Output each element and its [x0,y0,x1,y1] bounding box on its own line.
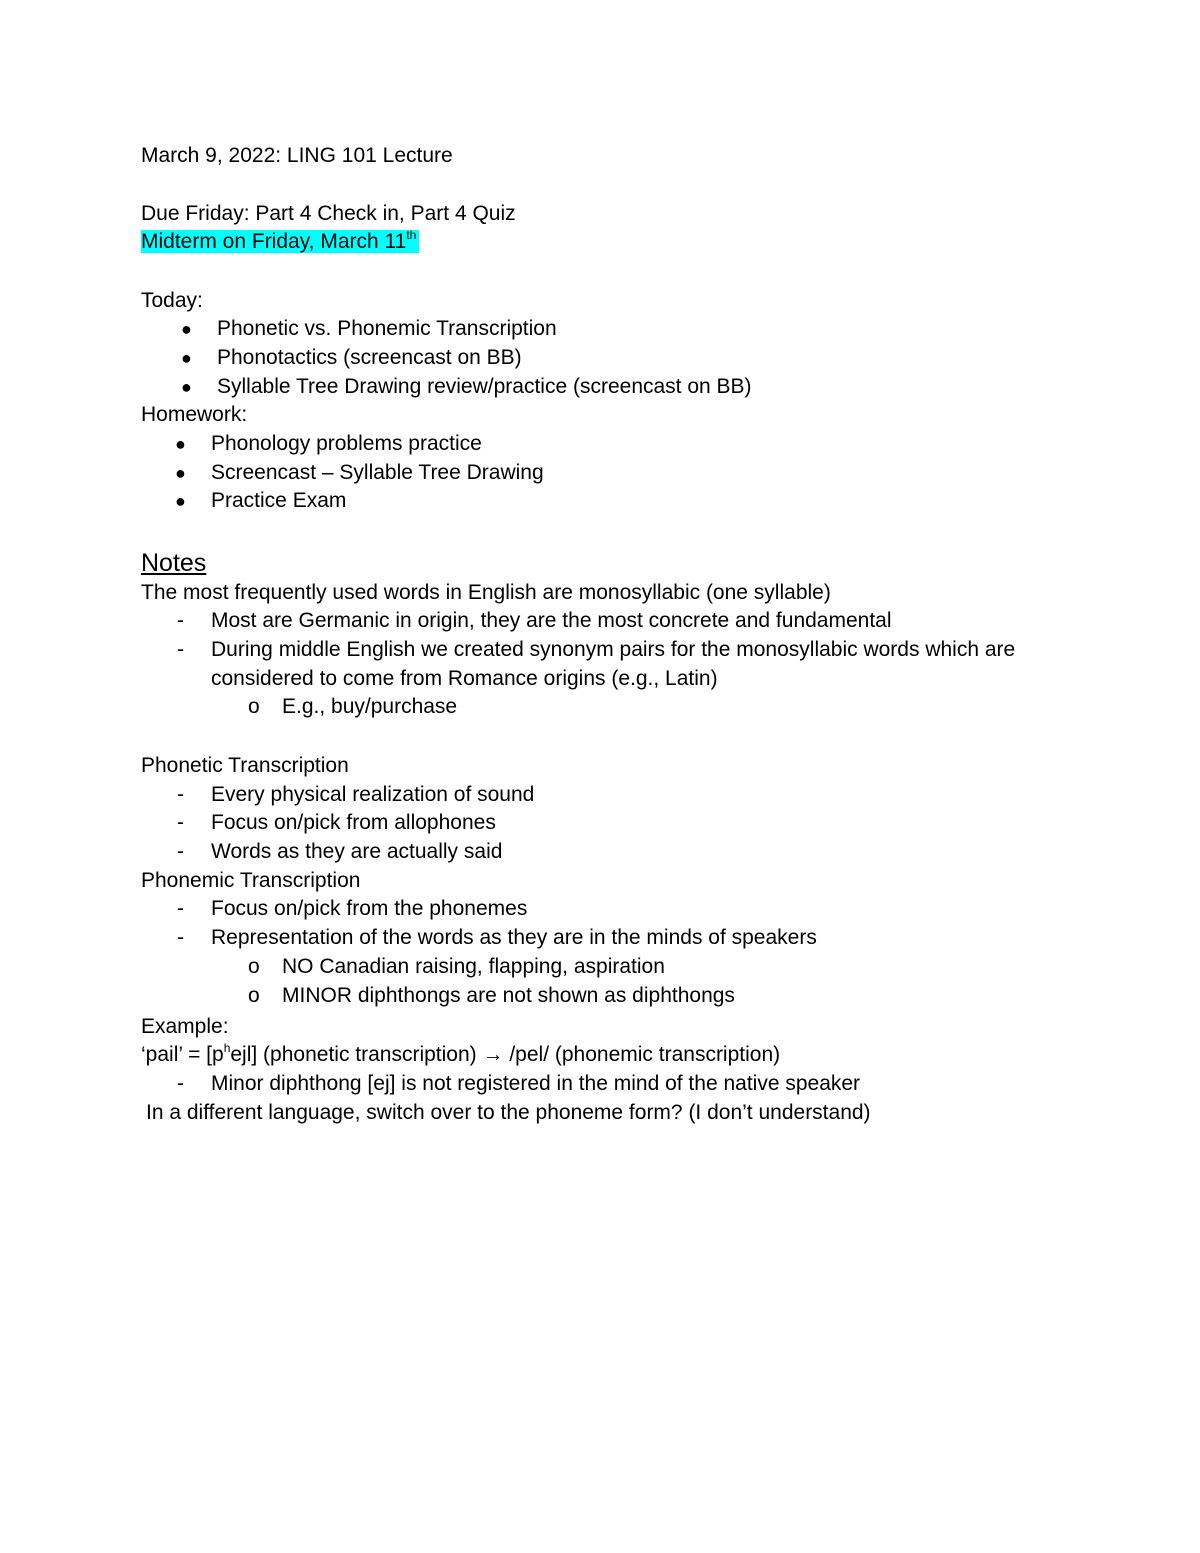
dash-icon: - [177,783,184,806]
arrow-right-icon: → [482,1043,504,1066]
notes-sub-point: E.g., buy/purchase [282,695,458,718]
example-superscript: h [223,1041,231,1055]
today-item: Phonetic vs. Phonemic Transcription [217,317,557,340]
phonemic-sub-point: MINOR diphthongs are not shown as diphthongs [282,984,735,1007]
example-label: Example: [141,1015,229,1038]
bullet-icon: ● [181,319,192,339]
example-start: ‘pail’ = [p [141,1043,224,1066]
circle-bullet-icon: o [248,984,260,1007]
today-item: Syllable Tree Drawing review/practice (screencast on BB) [217,375,752,398]
bullet-icon: ● [181,348,192,368]
homework-item: Screencast – Syllable Tree Drawing [211,461,544,484]
phonetic-heading: Phonetic Transcription [141,754,349,777]
phonetic-point: Focus on/pick from allophones [211,811,496,834]
homework-item: Phonology problems practice [211,432,482,455]
example-point: Minor diphthong [ej] is not registered in the mind of the native speaker [211,1072,861,1095]
dash-icon: - [177,1072,184,1095]
dash-icon: - [177,840,184,863]
circle-bullet-icon: o [248,695,260,718]
bullet-icon: ● [181,377,192,397]
dash-icon: - [177,897,184,920]
phonemic-point: Focus on/pick from the phonemes [211,897,528,920]
example-mid: ejl] (phonetic transcription) [230,1043,477,1066]
notes-point: During middle English we created synonym pairs for the monosyllabic words which are [211,638,1016,661]
notes-point: Most are Germanic in origin, they are the most concrete and fundamental [211,609,892,632]
midterm-superscript: th [406,228,417,242]
homework-item: Practice Exam [211,489,347,512]
circle-bullet-icon: o [248,955,260,978]
dash-icon: - [177,609,184,632]
example-line [141,1041,780,1069]
dash-icon: - [177,926,184,949]
phonemic-sub-point: NO Canadian raising, flapping, aspiration [282,955,665,978]
phonetic-point: Every physical realization of sound [211,783,535,806]
midterm-highlight [141,230,419,253]
due-line: Due Friday: Part 4 Check in, Part 4 Quiz [141,202,516,225]
homework-label: Homework: [141,403,248,426]
example-end: /pel/ (phonemic transcription) [509,1043,781,1066]
notes-intro: The most frequently used words in English are monosyllabic (one syllable) [141,581,831,604]
example-question: In a different language, switch over to the phoneme form? (I don’t understand) [146,1101,871,1124]
today-label: Today: [141,289,203,312]
bullet-icon: ● [175,463,186,483]
bullet-icon: ● [175,491,186,511]
dash-icon: - [177,811,184,834]
midterm-text: Midterm on Friday, March 11 [141,230,407,253]
notes-point-continued: considered to come from Romance origins (e.g., Latin) [211,667,718,690]
page-title: March 9, 2022: LING 101 Lecture [141,144,453,167]
phonetic-point: Words as they are actually said [211,840,503,863]
notes-heading: Notes [141,549,207,577]
midterm-line [141,228,419,256]
today-item: Phonotactics (screencast on BB) [217,346,522,369]
phonemic-point: Representation of the words as they are in the minds of speakers [211,926,817,949]
bullet-icon: ● [175,434,186,454]
phonemic-heading: Phonemic Transcription [141,869,361,892]
dash-icon: - [177,638,184,661]
